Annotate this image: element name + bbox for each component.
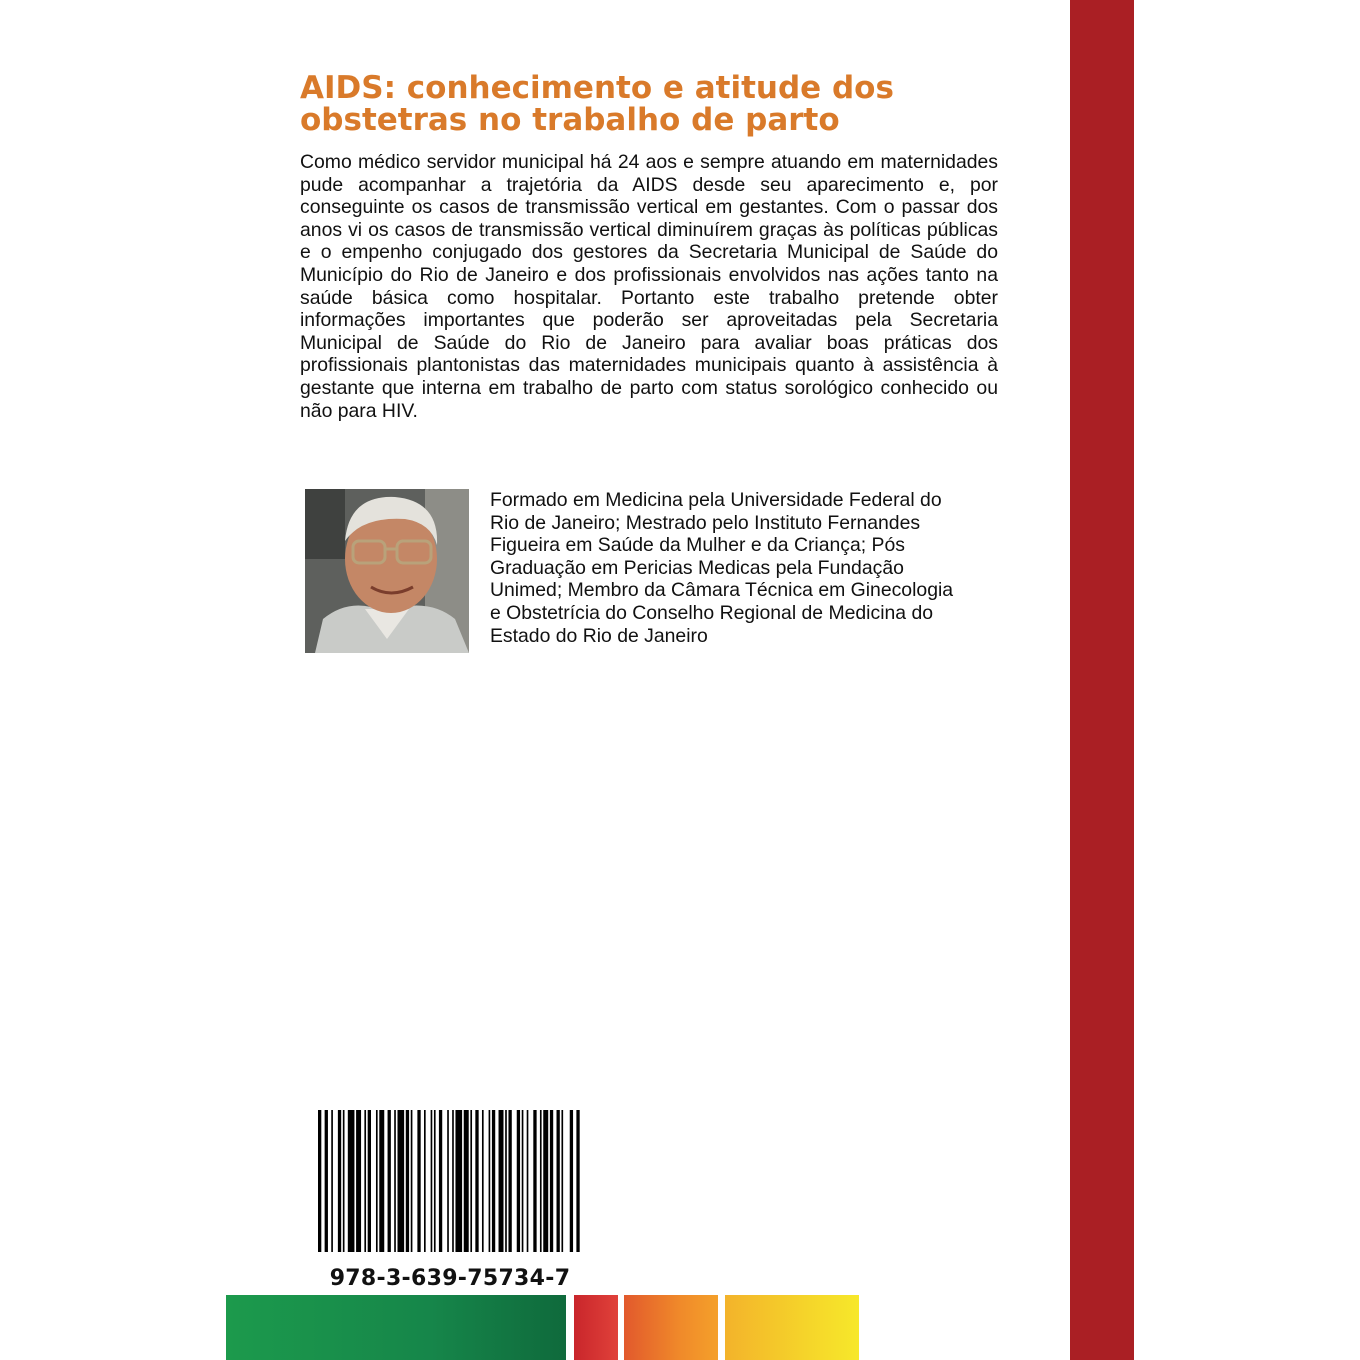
color-band-orange (624, 1295, 718, 1360)
isbn-barcode (318, 1110, 583, 1252)
author-bio-line: Unimed; Membro da Câmara Técnica em Ginecologia (490, 579, 954, 602)
barcode-bar (452, 1110, 454, 1252)
barcode-bar (447, 1110, 449, 1252)
barcode-bar (505, 1110, 507, 1252)
barcode-bar (325, 1110, 328, 1252)
barcode-bar (499, 1110, 504, 1252)
barcode-bar (398, 1110, 405, 1252)
barcode-bar (455, 1110, 462, 1252)
barcode-bar (527, 1110, 529, 1252)
barcode-bar (394, 1110, 396, 1252)
barcode-bar (338, 1110, 341, 1252)
barcode-bar (557, 1110, 560, 1252)
barcode-bar (368, 1110, 371, 1252)
barcode-bar (348, 1110, 355, 1252)
barcode-bar (570, 1110, 573, 1252)
barcode-bar (492, 1110, 495, 1252)
author-bio-line: Estado do Rio de Janeiro (490, 624, 708, 647)
barcode-bar (424, 1110, 426, 1252)
author-bio-line: Rio de Janeiro; Mestrado pelo Instituto Fernandes (490, 511, 921, 534)
barcode-bar (540, 1110, 542, 1252)
barcode-bar (576, 1110, 579, 1252)
barcode-bar (411, 1110, 413, 1252)
book-blurb: Como médico servidor municipal há 24 aos e sempre atuando em maternidades pude acompanhar a trajetória da AIDS desde seu aparecimento e, por conseguinte os casos de transmissão vertical em gestantes. Com o passar dos anos vi os casos de transmissão vertical diminuírem graças às políticas públicas e o empenho conjugado dos gestores da Secretaria Municipal de Saúde do Município do Rio de Janeiro e dos profissionais envolvidos nas ações tanto na saúde básica como hospitalar. Portanto este trabalho pretende obter informações importantes que poderão ser aproveitadas pela Secretaria Municipal de Saúde do Rio de Janeiro para avaliar boas práticas dos profissionais plantonistas das maternidades municipais quanto à assistência à gestante que interna em trabalho de parto com status sorológico conhecido ou não para HIV. (300, 151, 998, 422)
barcode-bar (533, 1110, 536, 1252)
barcode-bar (406, 1110, 409, 1252)
barcode-bar (482, 1110, 484, 1252)
barcode-bar (550, 1110, 553, 1252)
barcode-bar (522, 1110, 524, 1252)
barcode-bar (343, 1110, 345, 1252)
barcode-bar (331, 1110, 333, 1252)
isbn-number: 978-3-639-75734-7 (329, 1266, 571, 1291)
barcode-bar (475, 1110, 478, 1252)
color-band-yellow (725, 1295, 859, 1360)
barcode-bar (464, 1110, 469, 1252)
barcode-bar (364, 1110, 366, 1252)
book-title-line-2: obstetras no trabalho de parto (300, 102, 840, 138)
barcode-bar (379, 1110, 384, 1252)
book-title (300, 72, 1020, 136)
barcode-bar (470, 1110, 472, 1252)
author-bio-line: Figueira em Saúde da Mulher e da Criança; Pós (490, 534, 905, 557)
barcode-bar (376, 1110, 378, 1252)
barcode-bar (388, 1110, 391, 1252)
color-band-red (574, 1295, 618, 1360)
author-photo (305, 489, 469, 653)
barcode-bar (431, 1110, 433, 1252)
barcode-bar (417, 1110, 420, 1252)
barcode-bar (489, 1110, 491, 1252)
book-title-line-1: AIDS: conhecimento e atitude dos (300, 70, 894, 106)
spine-stripe (1070, 0, 1134, 1360)
barcode-bar (318, 1110, 321, 1252)
barcode-bar (439, 1110, 442, 1252)
barcode-bar (561, 1110, 563, 1252)
barcode-bar (356, 1110, 361, 1252)
barcode-bar (508, 1110, 511, 1252)
barcode-bar (434, 1110, 436, 1252)
author-bio-line: Formado em Medicina pela Universidade Federal do (490, 489, 942, 511)
author-bio-line: e Obstetrícia do Conselho Regional de Medicina do (490, 601, 934, 624)
author-bio (490, 489, 1010, 647)
author-bio-line: Graduação em Pericias Medicas pela Fundação (490, 556, 904, 579)
barcode-bar (543, 1110, 548, 1252)
barcode-bar (517, 1110, 520, 1252)
color-band-green (226, 1295, 566, 1360)
